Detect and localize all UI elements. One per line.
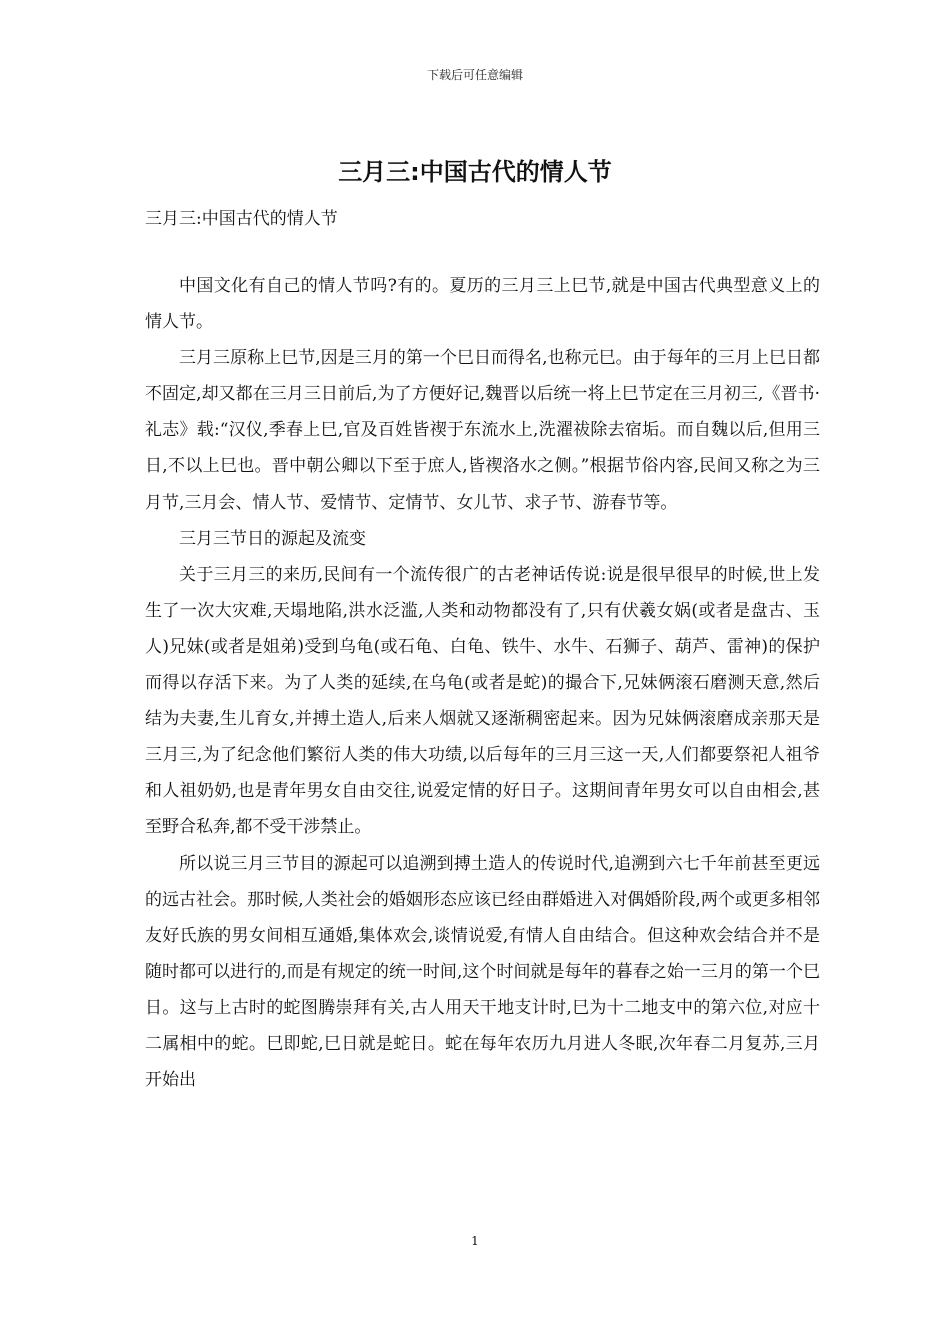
page-number: 1 [471, 1234, 479, 1248]
document-body [145, 268, 820, 1098]
paragraph: 关于三月三的来历,民间有一个流传很广的古老神话传说:说是很早很早的时候,世上发生了一次大灾难,天塌地陷,洪水泛滥,人类和动物都没有了,只有伏羲女娲(或者是盘古、玉人)兄妹(或者是姐弟)受到乌龟(或石龟、白龟、铁牛、水牛、石狮子、葫芦、雷神)的保护而得以存活下来。为了人类的延续,在乌龟(或者是蛇)的撮合下,兄妹俩滚石磨测天意,然后结为夫妻,生儿育女,并搏土造人,后来人烟就又逐渐稠密起来。因为兄妹俩滚磨成亲那天是三月三,为了纪念他们繁衍人类的伟大功绩,以后每年的三月三这一天,人们都要祭祀人祖爷和人祖奶奶,也是青年男女自由交往,说爱定情的好日子。这期间青年男女可以自由相会,甚至野合私奔,都不受干涉禁止。 [145, 564, 820, 838]
paragraph: 三月三原称上巳节,因是三月的第一个巳日而得名,也称元巳。由于每年的三月上巳日都不固定,却又都在三月三日前后,为了方便好记,魏晋以后统一将上巳节定在三月初三,《晋书·礼志》载:“汉仪,季春上巳,官及百姓皆禊于东流水上,洗濯祓除去宿垢。而自魏以后,但用三日,不以上巳也。晋中朝公卿以下至于庶人,皆禊洛水之侧。”根据节俗内容,民间又称之为三月节,三月会、情人节、爱情节、定情节、女儿节、求子节、游春节等。 [145, 348, 820, 513]
paragraph: 中国文化有自己的情人节吗?有的。夏历的三月三上巳节,就是中国古代典型意义上的情人节。 [145, 276, 820, 333]
document-title: 三月三:中国古代的情人节 [338, 158, 612, 186]
document-subtitle: 三月三:中国古代的情人节 [145, 209, 338, 229]
section-heading: 三月三节日的源起及流变 [179, 528, 366, 549]
paragraph: 所以说三月三节目的源起可以追溯到搏土造人的传说时代,追溯到六七千年前甚至更远的远古社会。那时候,人类社会的婚姻形态应该已经由群婚进入对偶婚阶段,两个或更多相邻友好氏族的男女间相互通婚,集体欢会,谈情说爱,有情人自由结合。但这种欢会结合并不是随时都可以进行的,而是有规定的统一时间,这个时间就是每年的暮春之始一三月的第一个巳日。这与上古时的蛇图腾崇拜有关,古人用天干地支计时,巳为十二地支中的第六位,对应十二属相中的蛇。巳即蛇,巳日就是蛇日。蛇在每年农历九月进人冬眠,次年春二月复苏,三月开始出 [145, 853, 820, 1091]
page-header: 下载后可任意编辑 [426, 68, 523, 82]
